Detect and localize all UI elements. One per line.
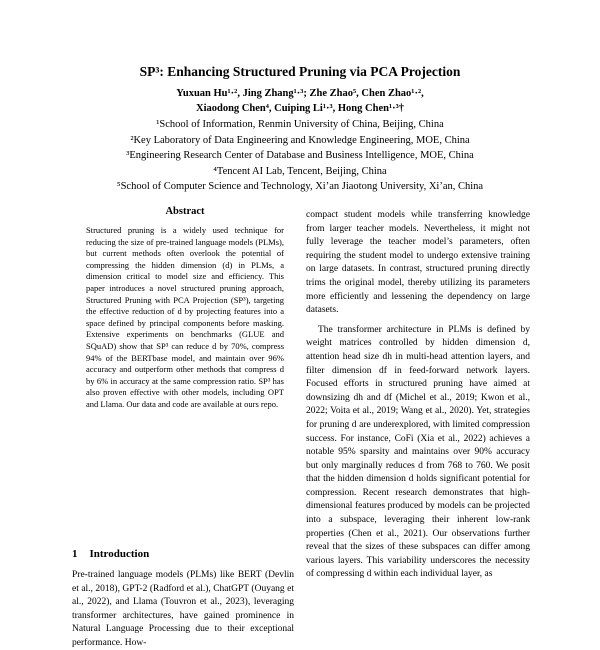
body-paragraph: compact student models while transferring knowledge from larger teacher models. Nevertheless, it might not fully leverage the teacher model’s parameters, often requiring the student model to undergo extensive training on large datasets. In contrast, structured pruning directly trims the original model, thereby utilizing its parameters more efficiently and lessening the dependency on large datasets.	[306, 210, 530, 316]
abstract-text: Structured pruning is a widely used technique for reducing the size of pre-trained language models (PLMs), but current methods often overlook the potential of compressing the hidden dimension (d) in PLMs, a dimension critical to model size and efficiency. This paper introduces a novel structured pruning approach, Structured Pruning with PCA Projection (SP³), targeting the effective reduction of d by projecting features into a space defined by principal components before masking. Extensive experiments on benchmarks (GLUE and SQuAD) show that SP³ can reduce d by 70%, compress 94% of the BERTbase model, and maintain over 96% accuracy and outperform other methods that compress d by 6% in accuracy at the same compression ratio. SP³ has also proven effective with other models, including OPT and Llama. Our data and code are available at ours repo.	[86, 225, 284, 409]
section-title: Introduction	[89, 548, 150, 560]
affiliation: ²Key Laboratory of Data Engineering and Knowledge Engineering, MOE, China	[130, 134, 470, 146]
body-paragraph: The transformer architecture in PLMs is defined by weight matrices controlled by hidden dimension d, attention head size dh in multi-head attention layers, and filter dimension df in feed-forward network layers. Focused efforts in structured pruning have aimed at downsizing dh and df (Michel et al., 2019; Kwon et al., 2022; Voita et al., 2019; Wang et al., 2020). Yet, strategies for pruning d are underexplored, with limited compression success. For instance, CoFi (Xia et al., 2022) achieves a notable 95% sparsity and maintains over 90% accuracy but only marginally reduces d from 768 to 760. We posit that the hidden dimension d holds significant potential for compression. Recent research demonstrates that high-dimensional features produced by models can be projected into a subspace, leveraging their inherent low-rank properties (Chen et al., 2021). Our observations further reveal that the sizes of these subspaces can differ among various layers. This variability underscores the necessity of compressing d within each individual layer, as	[306, 324, 530, 580]
paper-title: SP³: Enhancing Structured Pruning via PCA Projection	[139, 64, 461, 79]
affiliation: ⁴Tencent AI Lab, Tencent, Beijing, China	[213, 165, 387, 177]
author-line: Xiaodong Chen⁴, Cuiping Li¹·³, Hong Chen¹·³†	[195, 103, 404, 114]
abstract-heading: Abstract	[165, 206, 205, 217]
author-line: Yuxuan Hu¹·², Jing Zhang¹·³; Zhe Zhao⁵, Chen Zhao¹·²,	[176, 88, 424, 99]
abstract-section	[86, 206, 284, 411]
affiliation: ¹School of Information, Renmin University of China, Beijing, China	[156, 119, 444, 130]
affiliation: ³Engineering Research Center of Database and Business Intelligence, MOE, China	[126, 150, 474, 161]
section-number: 1	[72, 548, 78, 560]
affiliation: ⁵School of Computer Science and Technology, Xi’an Jiaotong University, Xi’an, China	[116, 181, 484, 192]
introduction-paragraph: Pre-trained language models (PLMs) like BERT (Devlin et al., 2018), GPT-2 (Radford et al.), ChatGPT (Ouyang et al., 2022), and Llama (Touvron et al., 2023), leveraging transformer architectures, have gained prominence in Natural Language Processing due to their exceptional performance. How-	[72, 570, 294, 648]
section-heading-introduction	[72, 548, 149, 560]
author-list	[60, 86, 540, 116]
right-column	[306, 209, 530, 582]
affiliation-list	[50, 117, 550, 195]
